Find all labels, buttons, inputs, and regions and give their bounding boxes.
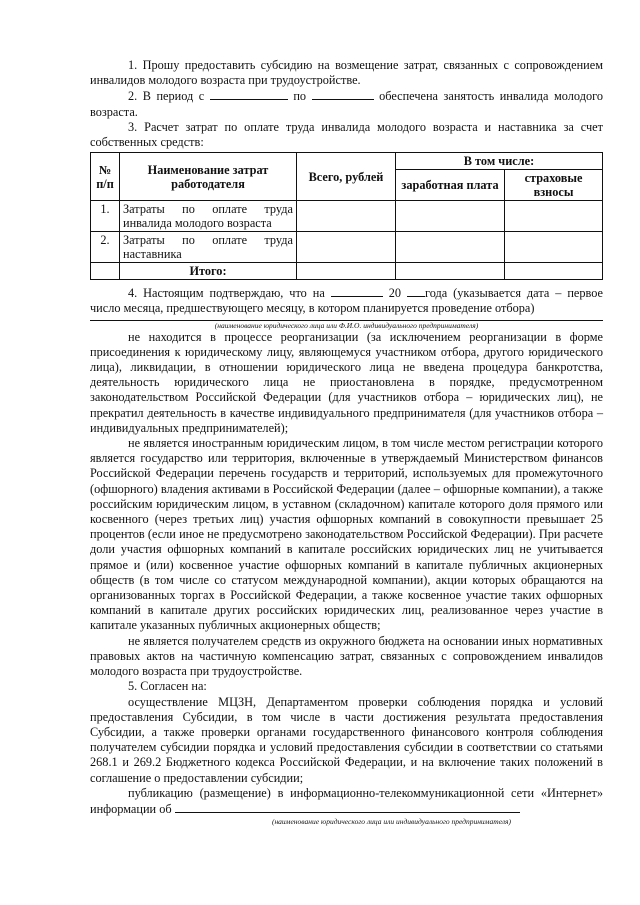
item-4-part3: года (указывается дата – первое число месяца, предшествующего месяцу, в котором планируется проведение отбора) (90, 286, 604, 316)
item-4-part2: 20 (388, 286, 402, 301)
header-total: Всего, рублей (297, 153, 396, 201)
row-name: Затраты по оплате труда наставника (120, 232, 297, 263)
row-num: 2. (91, 232, 120, 263)
row-insurance-cell[interactable] (505, 232, 603, 263)
period-start-field[interactable] (210, 88, 288, 100)
row-salary-cell[interactable] (396, 232, 505, 263)
table-row (91, 232, 603, 263)
item-5-paragraph-1: осуществление МЦЗН, Департаментом проверки соблюдения порядка и условий предоставления Субсидии, в том числе в части достижения результата предоставления Субсидии, а также проверки органами государственного финансового контроля соблюдения получателем субсидии порядка и условий предоставления субсидии в соответствии со статьями 268.1 и 269.2 Бюджетного кодекса Российской Федерации, и на включение таких положений в соглашение о предоставлении субсидии; (90, 694, 603, 785)
item-4-part1: 4. Настоящим подтверждаю, что на (128, 286, 325, 301)
item-2-part2: по (293, 89, 307, 104)
row-name: Затраты по оплате труда инвалида молодого возраста (120, 201, 297, 232)
condition-paragraph-2: не является иностранным юридическим лицом, в том числе местом регистрации которого является государство или территория, включенные в утверждаемый Министерством финансов Российской Федерации перечень государств и территорий, используемых для промежуточного (офшорного) владения активами в Российской Федерации (далее – офшорные компании), а также российским юридическим лицом, в уставном (складочном) капитале которого доля прямого или косвенного (через третьих лиц) участия офшорных компаний в совокупности превышает 25 процентов (если иное не предусмотрено законодательством Российской Федерации). При расчете доли участия офшорных компаний в капитале российских юридических лиц не учитывается прямое и (или) косвенное участие офшорных компаний в капитале публичных акционерных обществ (в том числе со статусом международной компании), акции которых обращаются на организованных торгах в Российской Федерации, а также косвенное участие таких офшорных компаний в капитале других российских юридических лиц, реализованное через участие в капитале указанных публичных акционерных обществ; (90, 436, 603, 633)
total-sum-cell[interactable] (297, 263, 396, 280)
organization-name-caption: (наименование юридического лица или Ф.И.О. индивидуального предпринимателя) (214, 320, 479, 330)
total-num-cell (91, 263, 120, 280)
row-num: 1. (91, 201, 120, 232)
year-field[interactable] (407, 285, 425, 297)
item-4-text (90, 285, 603, 316)
row-insurance-cell[interactable] (505, 201, 603, 232)
total-insurance-cell[interactable] (505, 263, 603, 280)
row-salary-cell[interactable] (396, 201, 505, 232)
item-3-text: 3. Расчет затрат по оплате труда инвалида молодого возраста и наставника за счет собственных средств: (90, 119, 603, 150)
table-total-row (91, 263, 603, 280)
item-2-part1: 2. В период с (128, 89, 205, 104)
publication-organization-field[interactable] (175, 801, 520, 813)
total-label: Итого: (120, 263, 297, 280)
condition-paragraph-3: не является получателем средств из окружного бюджета на основании иных нормативных правовых актов на частичную компенсацию затрат, связанных с сопровождением инвалидов молодого возраста при трудоустройстве. (90, 633, 603, 679)
header-salary: заработная плата (396, 170, 505, 201)
item-2-text (90, 88, 603, 119)
costs-table (90, 152, 603, 280)
item-1-text: 1. Прошу предоставить субсидию на возмещение затрат, связанных с сопровождением инвалидов молодого возраста при трудоустройстве. (90, 58, 603, 88)
row-total-cell[interactable] (297, 232, 396, 263)
header-including: В том числе: (396, 153, 603, 170)
date-field[interactable] (331, 285, 383, 297)
publication-organization-caption: (наименование юридического лица или индивидуального предпринимателя) (271, 817, 512, 827)
condition-paragraph-1: не находится в процессе реорганизации (за исключением реорганизации в форме присоединения к юридическому лицу, являющемуся участником отбора, другого юридического лица), ликвидации, в отношении юридического лица не введена процедура банкротства, деятельность юридического лица не приостановлена в порядке, предусмотренном законодательством Российской Федерации (для участников отбора – юридических лиц), не прекратил деятельность в качестве индивидуального предпринимателя (для участников отбора – индивидуальных предпринимателей); (90, 329, 603, 435)
total-salary-cell[interactable] (396, 263, 505, 280)
period-end-field[interactable] (312, 88, 374, 100)
header-insurance: страховые взносы (505, 170, 603, 201)
application-form-page (90, 58, 603, 826)
item-2-part3: обеспечена занятость инвалида молодого возраста. (90, 89, 604, 119)
item-5-heading: 5. Согласен на: (128, 679, 207, 694)
header-num: № п/п (91, 153, 120, 201)
table-row (91, 201, 603, 232)
item-5-paragraph-2 (90, 786, 603, 817)
header-name: Наименование затрат работодателя (120, 153, 297, 201)
row-total-cell[interactable] (297, 201, 396, 232)
item-5-paragraph-2-text: публикацию (размещение) в информационно-телекоммуникационной сети «Интернет» информации об (90, 785, 603, 816)
